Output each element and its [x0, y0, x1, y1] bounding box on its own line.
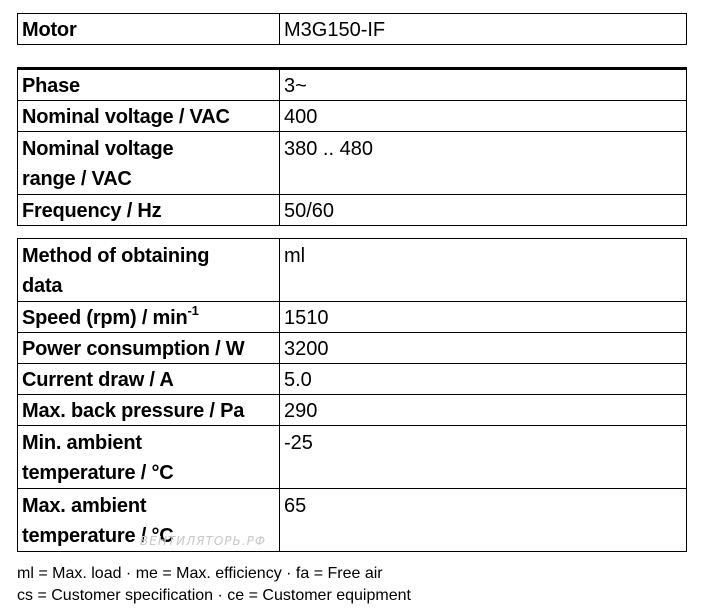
nominal-voltage-label: Nominal voltage / VAC	[18, 101, 280, 132]
back-pressure-label: Max. back pressure / Pa	[18, 395, 280, 426]
phase-label: Phase	[18, 69, 280, 101]
speed-value: 1510	[280, 302, 687, 333]
motor-value: M3G150-IF	[280, 14, 687, 45]
method-label-line2: data	[22, 275, 63, 297]
table-row	[18, 395, 687, 426]
table-row	[18, 489, 687, 552]
table-row	[18, 195, 687, 226]
table-row	[18, 14, 687, 45]
back-pressure-value: 290	[280, 395, 687, 426]
min-ambient-value: -25	[280, 426, 687, 489]
table-row	[18, 239, 687, 302]
voltage-range-label-line1: Nominal voltage	[22, 138, 174, 160]
frequency-label: Frequency / Hz	[18, 195, 280, 226]
footnotes	[17, 563, 411, 607]
phase-value: 3~	[280, 69, 687, 101]
speed-label-sup: -1	[187, 303, 199, 319]
table-row	[18, 333, 687, 364]
power-label: Power consumption / W	[18, 333, 280, 364]
voltage-range-value: 380 .. 480	[280, 132, 687, 195]
electrical-table	[17, 67, 687, 226]
current-label: Current draw / A	[18, 364, 280, 395]
footnote-line-2: cs = Customer specification · ce = Customer equipment	[17, 587, 411, 604]
footnote-line-1: ml = Max. load · me = Max. efficiency · fa = Free air	[17, 565, 383, 582]
method-value: ml	[280, 239, 687, 302]
min-ambient-label-line2: temperature / °C	[22, 462, 174, 484]
speed-label	[18, 302, 280, 333]
table-row	[18, 364, 687, 395]
voltage-range-label-line2: range / VAC	[22, 168, 132, 190]
performance-table	[17, 238, 687, 552]
motor-label: Motor	[18, 14, 280, 45]
table-row	[18, 101, 687, 132]
method-label	[18, 239, 280, 302]
table-row	[18, 302, 687, 333]
max-ambient-label-line2: temperature / °C	[22, 525, 174, 547]
nominal-voltage-value: 400	[280, 101, 687, 132]
min-ambient-label	[18, 426, 280, 489]
max-ambient-label-line1: Max. ambient	[22, 495, 147, 517]
power-value: 3200	[280, 333, 687, 364]
speed-label-text: Speed (rpm) / min	[22, 307, 188, 329]
max-ambient-value: 65	[280, 489, 687, 552]
voltage-range-label	[18, 132, 280, 195]
watermark: ВЕНТИЛЯТОРЬ.РФ	[140, 534, 267, 548]
current-value: 5.0	[280, 364, 687, 395]
table-row	[18, 69, 687, 101]
min-ambient-label-line1: Min. ambient	[22, 432, 142, 454]
table-row	[18, 132, 687, 195]
table-row	[18, 426, 687, 489]
motor-table	[17, 13, 687, 45]
method-label-line1: Method of obtaining	[22, 245, 210, 267]
frequency-value: 50/60	[280, 195, 687, 226]
